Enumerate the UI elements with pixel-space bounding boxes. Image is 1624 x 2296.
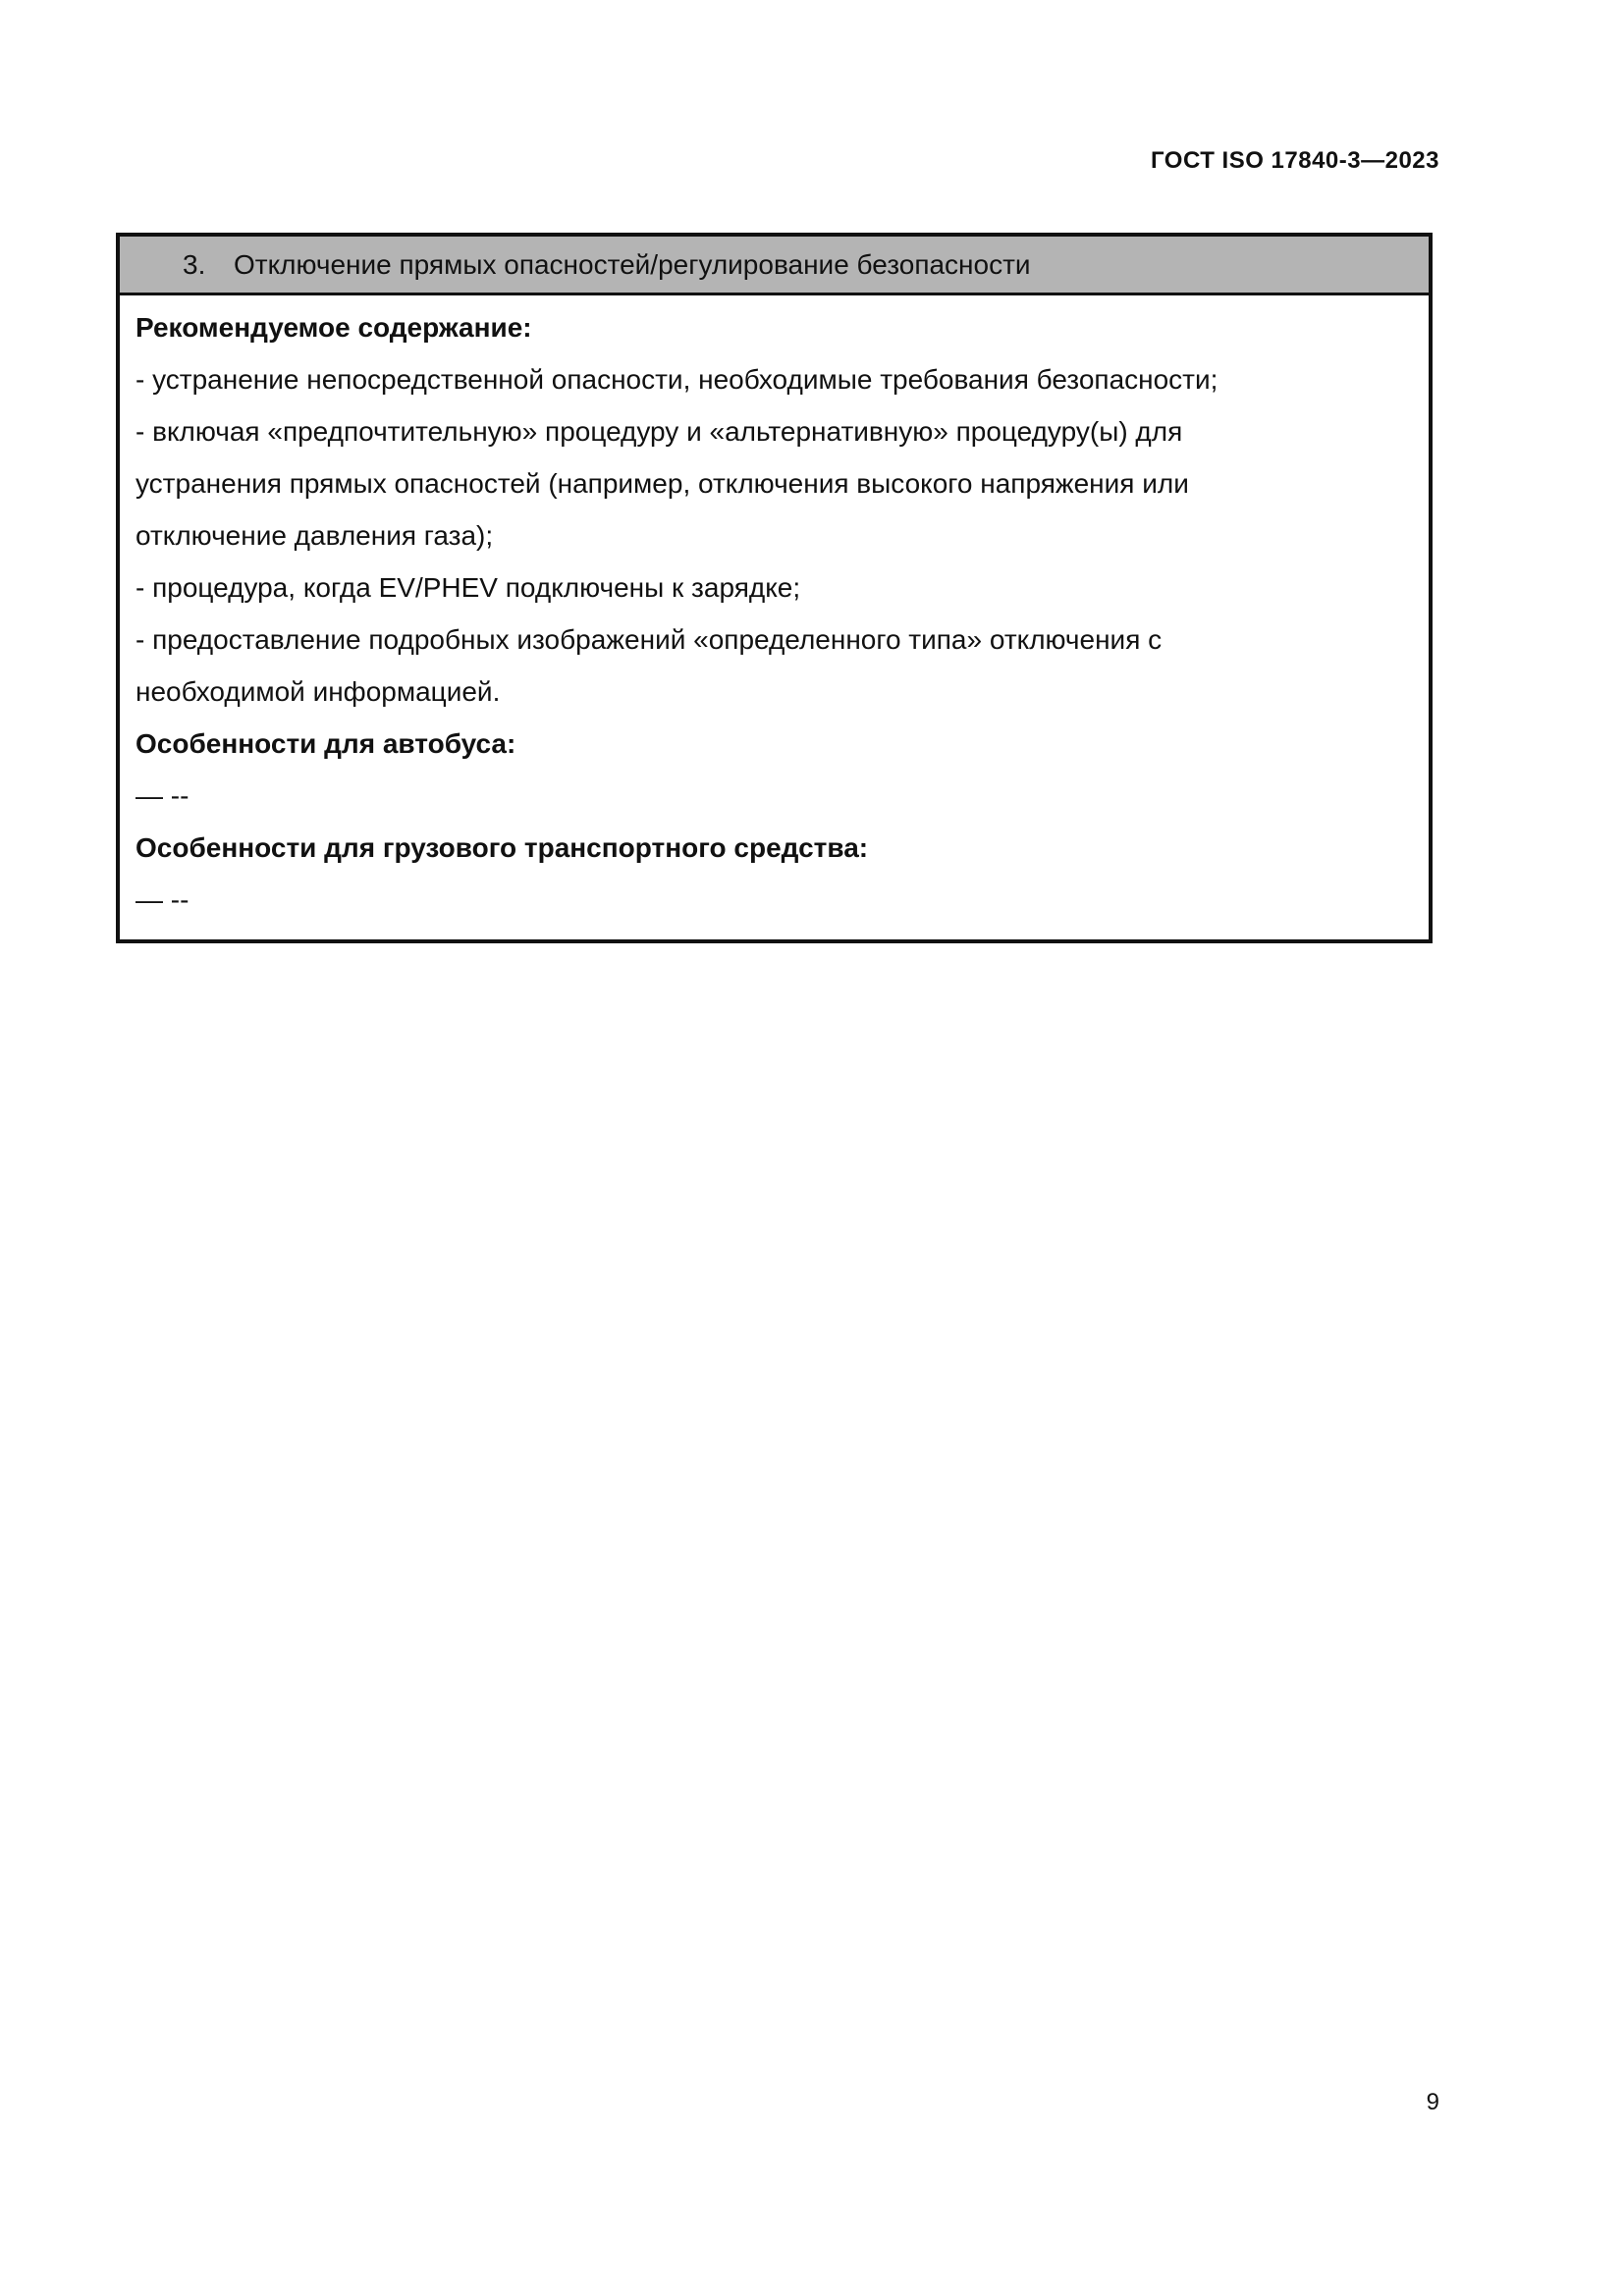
bus-features-value: — -- (135, 780, 189, 811)
section-number: 3. (183, 248, 206, 280)
section-table (116, 233, 1433, 943)
recommended-line: - предоставление подробных изображений «определенного типа» отключения с (135, 624, 1163, 655)
section-title-row (120, 237, 1429, 295)
section-body (120, 295, 1429, 939)
truck-features-value: — -- (135, 884, 189, 915)
recommended-line: - процедура, когда EV/PHEV подключены к зарядке; (135, 572, 801, 603)
recommended-line: - включая «предпочтительную» процедуру и «альтернативную» процедуру(ы) для (135, 416, 1183, 447)
page-number: 9 (1426, 2089, 1439, 2115)
document-standard-code: ГОСТ ISO 17840-3—2023 (1151, 147, 1439, 174)
recommended-line: необходимой информацией. (135, 676, 501, 707)
recommended-line: отключение давления газа); (135, 520, 494, 551)
recommended-content-heading: Рекомендуемое содержание: (135, 312, 532, 343)
bus-features-heading: Особенности для автобуса: (135, 728, 516, 759)
recommended-line: устранения прямых опасностей (например, отключения высокого напряжения или (135, 468, 1189, 499)
section-title: Отключение прямых опасностей/регулирование безопасности (234, 248, 1031, 280)
recommended-line: - устранение непосредственной опасности, необходимые требования безопасности; (135, 364, 1218, 395)
truck-features-heading: Особенности для грузового транспортного средства: (135, 832, 869, 863)
